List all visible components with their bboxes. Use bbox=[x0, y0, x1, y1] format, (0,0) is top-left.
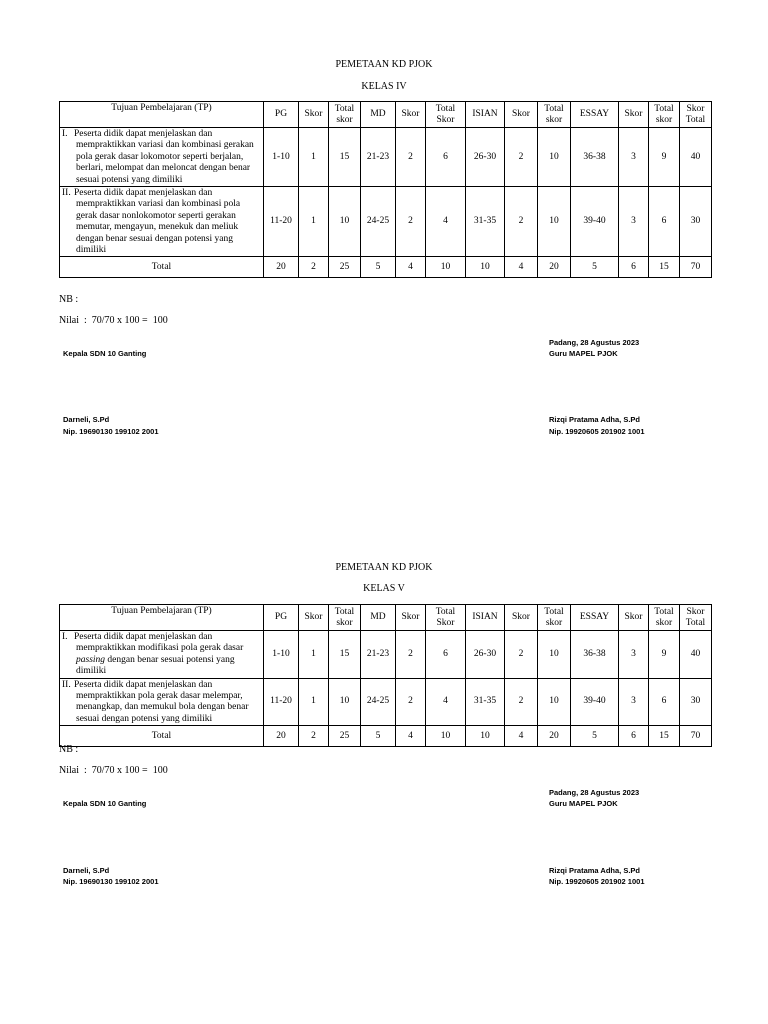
class-title: KELAS IV bbox=[361, 81, 407, 92]
total-isian: 10 bbox=[466, 257, 505, 278]
total-skor: 4 bbox=[396, 726, 426, 747]
total-md: 5 bbox=[361, 726, 396, 747]
cell-md: 24-25 bbox=[361, 678, 396, 726]
tp-description bbox=[60, 678, 264, 726]
header-skor: Skor bbox=[505, 102, 538, 128]
tp-description bbox=[60, 187, 264, 257]
header-skor: Skor bbox=[619, 102, 649, 128]
cell-pg: 11-20 bbox=[264, 678, 299, 726]
cell-md: 21-23 bbox=[361, 128, 396, 187]
tp-number: II. bbox=[62, 188, 71, 199]
cell-total-skor: 10 bbox=[538, 128, 571, 187]
tp-text-rest: mempraktikkan variasi dan kombinasi gerakan pola gerak dasar lokomotor seperti berjalan, berlari, melompat dan meloncat dengan benar sesuai potensi yang dimiliki bbox=[76, 140, 254, 185]
total-total-skor: 10 bbox=[426, 726, 466, 747]
cell-total-skor: 10 bbox=[538, 187, 571, 257]
total-skor: 4 bbox=[505, 257, 538, 278]
total-skor: 4 bbox=[505, 726, 538, 747]
total-isian: 10 bbox=[466, 726, 505, 747]
header-skor: Skor bbox=[299, 605, 329, 631]
header-skor: Skor bbox=[619, 605, 649, 631]
cell-skor: 2 bbox=[505, 678, 538, 726]
nilai-formula: Nilai : 70/70 x 100 = 100 bbox=[59, 765, 168, 776]
cell-skor: 2 bbox=[396, 631, 426, 679]
tp-number: I. bbox=[62, 632, 68, 642]
header-tp: Tujuan Pembelajaran (TP) bbox=[60, 605, 264, 631]
nilai-formula: Nilai : 70/70 x 100 = 100 bbox=[59, 315, 168, 326]
place-date: Padang, 28 Agustus 2023 bbox=[549, 338, 640, 347]
tp-text-rest: mempraktikkan variasi dan kombinasi pola gerak dasar nonlokomotor seperti gerakan memutar, mengayun, menekuk dan meliuk dengan benar sesuai dengan potensi yang dimiliki bbox=[76, 199, 241, 256]
tp-description bbox=[60, 631, 264, 679]
total-skor-total: 70 bbox=[680, 257, 712, 278]
total-md: 5 bbox=[361, 257, 396, 278]
cell-skor: 1 bbox=[299, 678, 329, 726]
header-skor: Skor bbox=[505, 605, 538, 631]
cell-isian: 26-30 bbox=[466, 128, 505, 187]
cell-total-skor: 15 bbox=[329, 128, 361, 187]
header-skor: Skor bbox=[299, 102, 329, 128]
guru-nip: Nip. 19920605 201902 1001 bbox=[549, 877, 645, 886]
cell-total-skor: 6 bbox=[426, 128, 466, 187]
cell-skor: 2 bbox=[505, 187, 538, 257]
tp-text-first: Peserta didik dapat menjelaskan dan bbox=[74, 129, 213, 139]
header-isian: ISIAN bbox=[466, 102, 505, 128]
guru-name: Rizqi Pratama Adha, S.Pd bbox=[549, 866, 640, 875]
total-skor: 2 bbox=[299, 726, 329, 747]
cell-skor-total: 30 bbox=[680, 187, 712, 257]
cell-isian: 31-35 bbox=[466, 678, 505, 726]
tp-text-first: Peserta didik dapat menjelaskan dan bbox=[74, 188, 213, 199]
cell-total-skor: 10 bbox=[329, 187, 361, 257]
total-total-skor: 20 bbox=[538, 257, 571, 278]
total-skor: 2 bbox=[299, 257, 329, 278]
header-tp: Tujuan Pembelajaran (TP) bbox=[60, 102, 264, 128]
header-md: MD bbox=[361, 605, 396, 631]
tp-text-rest-after: dengan benar sesuai potensi yang dimiliki bbox=[76, 654, 235, 677]
total-total-skor: 25 bbox=[329, 726, 361, 747]
table-row bbox=[60, 678, 712, 726]
total-label: Total bbox=[60, 257, 264, 278]
tp-description bbox=[60, 128, 264, 187]
header-total-skor: Total skor bbox=[649, 102, 680, 128]
cell-total-skor: 9 bbox=[649, 128, 680, 187]
tp-text-rest-before: mempraktikkan modifikasi pola gerak dasar bbox=[76, 643, 244, 654]
header-total-skor: Total skor bbox=[329, 605, 361, 631]
document-title: PEMETAAN KD PJOK bbox=[335, 562, 433, 573]
cell-total-skor: 10 bbox=[329, 678, 361, 726]
kepala-nip: Nip. 19690130 199102 2001 bbox=[63, 427, 159, 436]
place-date: Padang, 28 Agustus 2023 bbox=[549, 788, 640, 797]
cell-md: 21-23 bbox=[361, 631, 396, 679]
total-skor: 6 bbox=[619, 726, 649, 747]
cell-skor-total: 40 bbox=[680, 128, 712, 187]
header-pg: PG bbox=[264, 605, 299, 631]
total-total-skor: 15 bbox=[649, 257, 680, 278]
cell-total-skor: 4 bbox=[426, 187, 466, 257]
cell-essay: 39-40 bbox=[571, 678, 619, 726]
tp-text-first: Peserta didik dapat menjelaskan dan bbox=[74, 632, 213, 642]
table-row bbox=[60, 128, 712, 187]
total-essay: 5 bbox=[571, 726, 619, 747]
tp-text-italic: passing bbox=[76, 654, 106, 665]
class-title: KELAS V bbox=[363, 583, 405, 594]
table-row bbox=[60, 631, 712, 679]
nb-label: NB : bbox=[59, 744, 79, 755]
total-row bbox=[60, 257, 712, 278]
total-total-skor: 10 bbox=[426, 257, 466, 278]
document-title: PEMETAAN KD PJOK bbox=[335, 59, 433, 70]
header-skor: Skor bbox=[396, 605, 426, 631]
kepala-nip: Nip. 19690130 199102 2001 bbox=[63, 877, 159, 886]
header-essay: ESSAY bbox=[571, 605, 619, 631]
tp-number: II. bbox=[62, 679, 71, 690]
header-isian: ISIAN bbox=[466, 605, 505, 631]
cell-pg: 1-10 bbox=[264, 631, 299, 679]
cell-total-skor: 10 bbox=[538, 631, 571, 679]
header-total-skor: Total Skor bbox=[426, 605, 466, 631]
cell-md: 24-25 bbox=[361, 187, 396, 257]
cell-skor: 2 bbox=[396, 128, 426, 187]
cell-essay: 36-38 bbox=[571, 631, 619, 679]
cell-skor-total: 30 bbox=[680, 678, 712, 726]
cell-isian: 26-30 bbox=[466, 631, 505, 679]
cell-pg: 1-10 bbox=[264, 128, 299, 187]
total-pg: 20 bbox=[264, 257, 299, 278]
cell-total-skor: 6 bbox=[649, 678, 680, 726]
table-header-row bbox=[60, 102, 712, 128]
header-total-skor: Total Skor bbox=[426, 102, 466, 128]
total-skor: 6 bbox=[619, 257, 649, 278]
header-skor-total: Skor Total bbox=[680, 605, 712, 631]
kepala-name: Darneli, S.Pd bbox=[63, 415, 110, 424]
header-total-skor: Total skor bbox=[538, 102, 571, 128]
kepala-title: Kepala SDN 10 Ganting bbox=[63, 349, 147, 358]
total-row bbox=[60, 726, 712, 747]
header-pg: PG bbox=[264, 102, 299, 128]
cell-skor: 1 bbox=[299, 187, 329, 257]
cell-skor: 2 bbox=[396, 187, 426, 257]
header-total-skor: Total skor bbox=[329, 102, 361, 128]
cell-total-skor: 9 bbox=[649, 631, 680, 679]
cell-skor: 3 bbox=[619, 631, 649, 679]
cell-skor: 3 bbox=[619, 128, 649, 187]
cell-skor: 2 bbox=[396, 678, 426, 726]
cell-total-skor: 15 bbox=[329, 631, 361, 679]
header-md: MD bbox=[361, 102, 396, 128]
header-total-skor: Total skor bbox=[538, 605, 571, 631]
cell-pg: 11-20 bbox=[264, 187, 299, 257]
cell-isian: 31-35 bbox=[466, 187, 505, 257]
header-essay: ESSAY bbox=[571, 102, 619, 128]
kd-mapping-table bbox=[59, 604, 712, 747]
cell-essay: 39-40 bbox=[571, 187, 619, 257]
table-header-row bbox=[60, 605, 712, 631]
total-total-skor: 20 bbox=[538, 726, 571, 747]
table-row bbox=[60, 187, 712, 257]
cell-total-skor: 6 bbox=[426, 631, 466, 679]
tp-number: I. bbox=[62, 129, 68, 139]
tp-text-rest bbox=[62, 643, 261, 677]
guru-nip: Nip. 19920605 201902 1001 bbox=[549, 427, 645, 436]
tp-text-rest: mempraktikkan pola gerak dasar melempar, menangkap, dan memukul bola dengan benar sesuai dengan potensi yang dimiliki bbox=[76, 691, 249, 724]
cell-total-skor: 6 bbox=[649, 187, 680, 257]
total-total-skor: 25 bbox=[329, 257, 361, 278]
total-label: Total bbox=[60, 726, 264, 747]
cell-skor: 3 bbox=[619, 187, 649, 257]
cell-total-skor: 4 bbox=[426, 678, 466, 726]
cell-skor: 1 bbox=[299, 631, 329, 679]
guru-title: Guru MAPEL PJOK bbox=[549, 799, 618, 808]
guru-name: Rizqi Pratama Adha, S.Pd bbox=[549, 415, 640, 424]
total-skor-total: 70 bbox=[680, 726, 712, 747]
guru-title: Guru MAPEL PJOK bbox=[549, 349, 618, 358]
cell-skor-total: 40 bbox=[680, 631, 712, 679]
kepala-title: Kepala SDN 10 Ganting bbox=[63, 799, 147, 808]
cell-essay: 36-38 bbox=[571, 128, 619, 187]
cell-skor: 2 bbox=[505, 128, 538, 187]
cell-skor: 2 bbox=[505, 631, 538, 679]
cell-skor: 1 bbox=[299, 128, 329, 187]
header-skor-total: Skor Total bbox=[680, 102, 712, 128]
nb-label: NB : bbox=[59, 294, 79, 305]
kd-mapping-table bbox=[59, 101, 712, 278]
kepala-name: Darneli, S.Pd bbox=[63, 866, 110, 875]
cell-skor: 3 bbox=[619, 678, 649, 726]
header-skor: Skor bbox=[396, 102, 426, 128]
total-pg: 20 bbox=[264, 726, 299, 747]
header-total-skor: Total skor bbox=[649, 605, 680, 631]
tp-text-first: Peserta didik dapat menjelaskan dan bbox=[74, 679, 213, 690]
total-total-skor: 15 bbox=[649, 726, 680, 747]
total-skor: 4 bbox=[396, 257, 426, 278]
cell-total-skor: 10 bbox=[538, 678, 571, 726]
total-essay: 5 bbox=[571, 257, 619, 278]
